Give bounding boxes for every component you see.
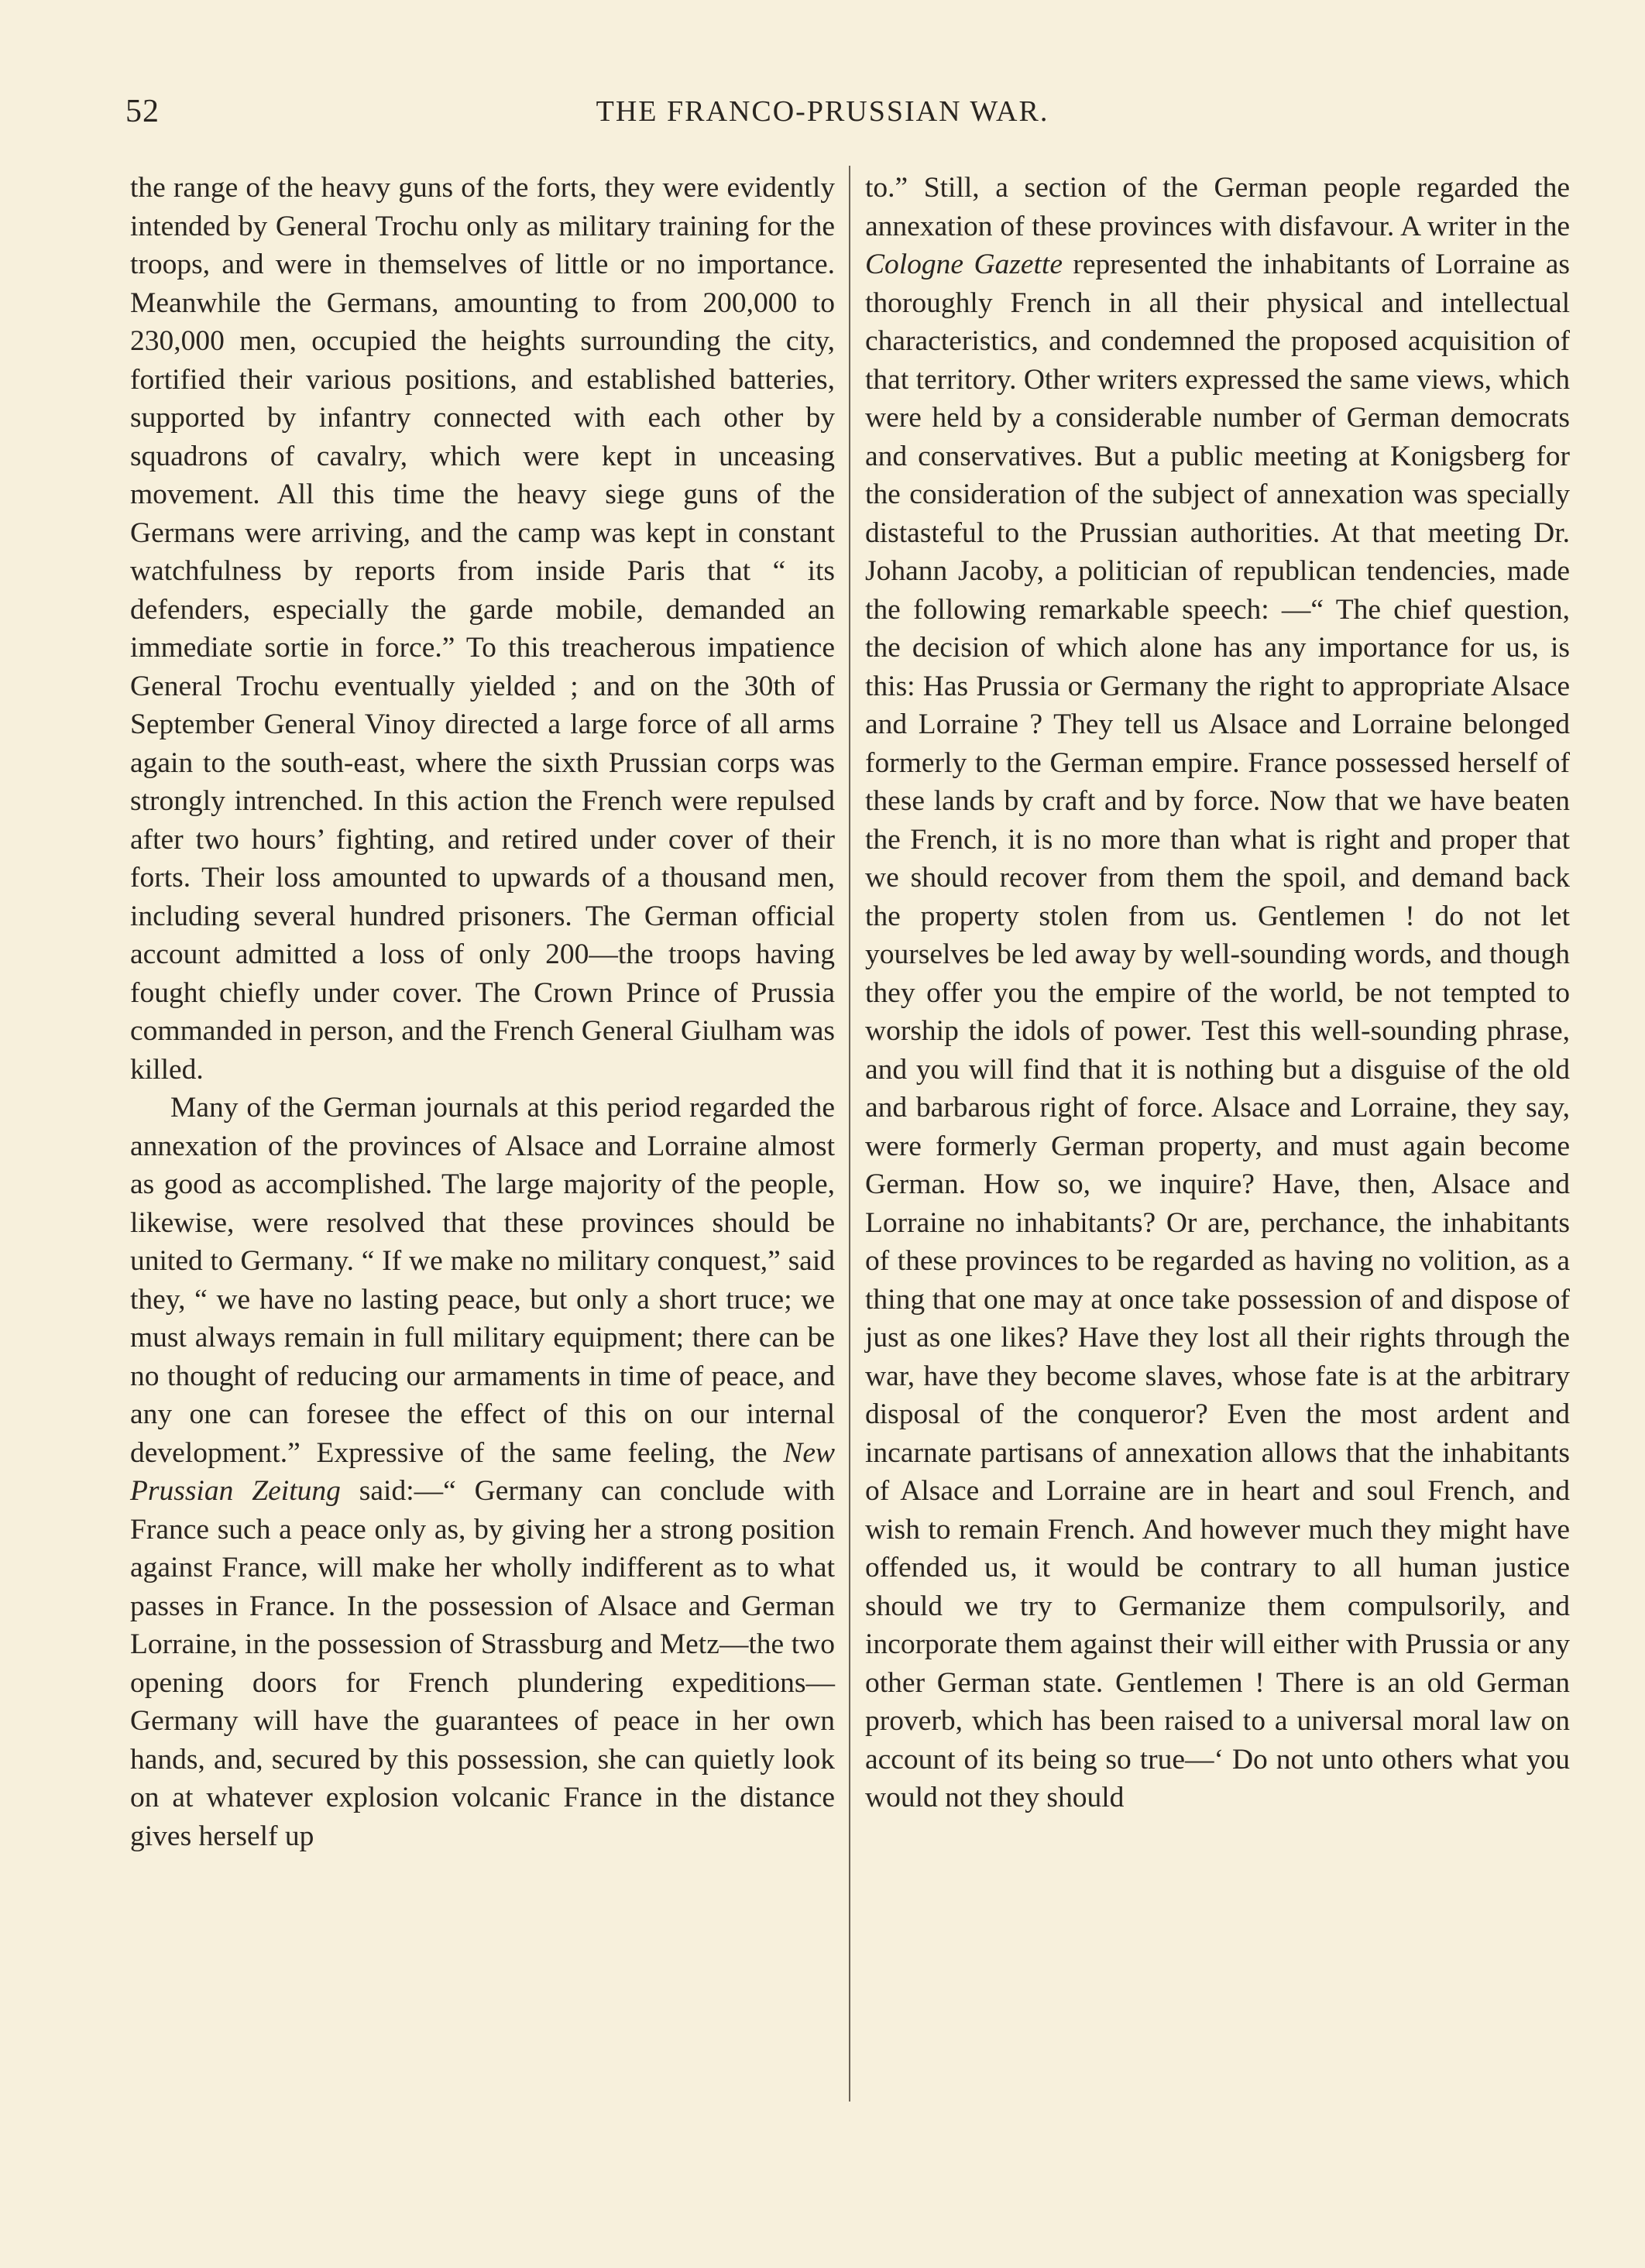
right-paragraph-1 <box>865 169 1570 1817</box>
right-column <box>865 169 1570 1817</box>
column-divider <box>849 166 850 2102</box>
left-paragraph-2 <box>130 1089 835 1855</box>
left-paragraph-2-text-a: Many of the German journals at this period regarded the annexation of the provinces of Alsace and Lorraine almost as good as accomplished. The large majority of the people, likewise, were resolved that these provinces should be united to Germany. “ If we make no military conquest,” said they, “ we have no lasting peace, but only a short truce; we must always remain in full military equipment; there can be no thought of reducing our armaments in time of peace, and any one can foresee the effect of this on our internal development.” Expressive of the same feeling, the <box>130 1092 835 1469</box>
left-paragraph-1: the range of the heavy guns of the forts, they were evidently intended by General Trochu only as military training for the troops, and were in themselves of little or no importance. Meanwhile the Germans, amounting to from 200,000 to 230,000 men, occupied the heights surrounding the city, fortified their various positions, and established batteries, supported by infantry connected with each other by squadrons of cavalry, which were kept in unceasing movement. All this time the heavy siege guns of the Germans were arriving, and the camp was kept in constant watchfulness by reports from inside Paris that “ its defenders, especially the garde mobile, demanded an immediate sortie in force.” To this treacherous impatience General Trochu eventually yielded ; and on the 30th of September General Vinoy directed a large force of all arms again to the south-east, where the sixth Prussian corps was strongly intrenched. In this action the French were repulsed after two hours’ fighting, and retired under cover of their forts. Their loss amounted to upwards of a thousand men, including several hundred prisoners. The German official account admitted a loss of only 200—the troops having fought chiefly under cover. The Crown Prince of Prussia commanded in person, and the French General Giulham was killed. <box>130 172 835 1086</box>
left-paragraph-2-text-b: said:—“ Germany can conclude with France such a peace only as, by giving her a strong position against France, will make her wholly indifferent as to what passes in France. In the possession of Alsace and German Lorraine, in the possession of Strassburg and Metz—the two opening doors for French plundering expeditions—Germany will have the guarantees of peace in her own hands, and, secured by this possession, she can quietly look on at whatever explosion volcanic France in the distance gives herself up <box>130 1475 835 1852</box>
left-column <box>130 169 835 1855</box>
newspaper-title-new-prussian-zeitung: New Prussian Zeitung <box>130 1436 835 1507</box>
running-title: THE FRANCO-PRUSSIAN WAR. <box>596 95 1049 128</box>
newspaper-title-cologne-gazette: Cologne Gazette <box>865 249 1063 280</box>
right-paragraph-1-text-a: to.” Still, a section of the German people regarded the annexation of these provinces with disfavour. A writer in the <box>865 172 1570 242</box>
right-paragraph-1-text-b: represented the inhabitants of Lorraine as thoroughly French in all their physical and intellectual characteristics, and condemned the proposed acquisition of that territory. Other writers expressed the same views, which were held by a considerable number of German democrats and conservatives. But a public meeting at Konigsberg for the consideration of the subject of annexation was specially distasteful to the Prussian authorities. At that meeting Dr. Johann Jacoby, a politician of republican tendencies, made the following remarkable speech: —“ The chief question, the decision of which alone has any importance for us, is this: Has Prussia or Germany the right to appropriate Alsace and Lorraine ? They tell us Alsace and Lorraine belonged formerly to the German empire. France possessed herself of these lands by craft and by force. Now that we have beaten the French, it is no more than what is right and proper that we should recover from them the spoil, and demand back the property stolen from us. Gentlemen ! do not let yourselves be led away by well-sounding words, and though they offer you the empire of the world, be not tempted to worship the idols of power. Test this well-sounding phrase, and you will find that it is nothing but a disguise of the old and barbarous right of force. Alsace and Lorraine, they say, were formerly German property, and must again become German. How so, we inquire? Have, then, Alsace and Lorraine no inhabitants? Or are, perchance, the inhabitants of these provinces to be regarded as having no volition, as a thing that one may at once take possession of and dispose of just as one likes? Have they lost all their rights through the war, have they become slaves, whose fate is at the arbitrary disposal of the conqueror? Even the most ardent and incarnate partisans of annexation allows that the inhabitants of Alsace and Lorraine are in heart and soul French, and wish to remain French. And however much they might have offended us, it would be contrary to all human justice should we try to Germanize them compulsorily, and incorporate them against their will either with Prussia or any other German state. Gentlemen ! There is an old German proverb, which has been raised to a universal moral law on account of its being so true—‘ Do not unto others what you would not they should <box>865 249 1570 1813</box>
page-number: 52 <box>125 94 160 129</box>
